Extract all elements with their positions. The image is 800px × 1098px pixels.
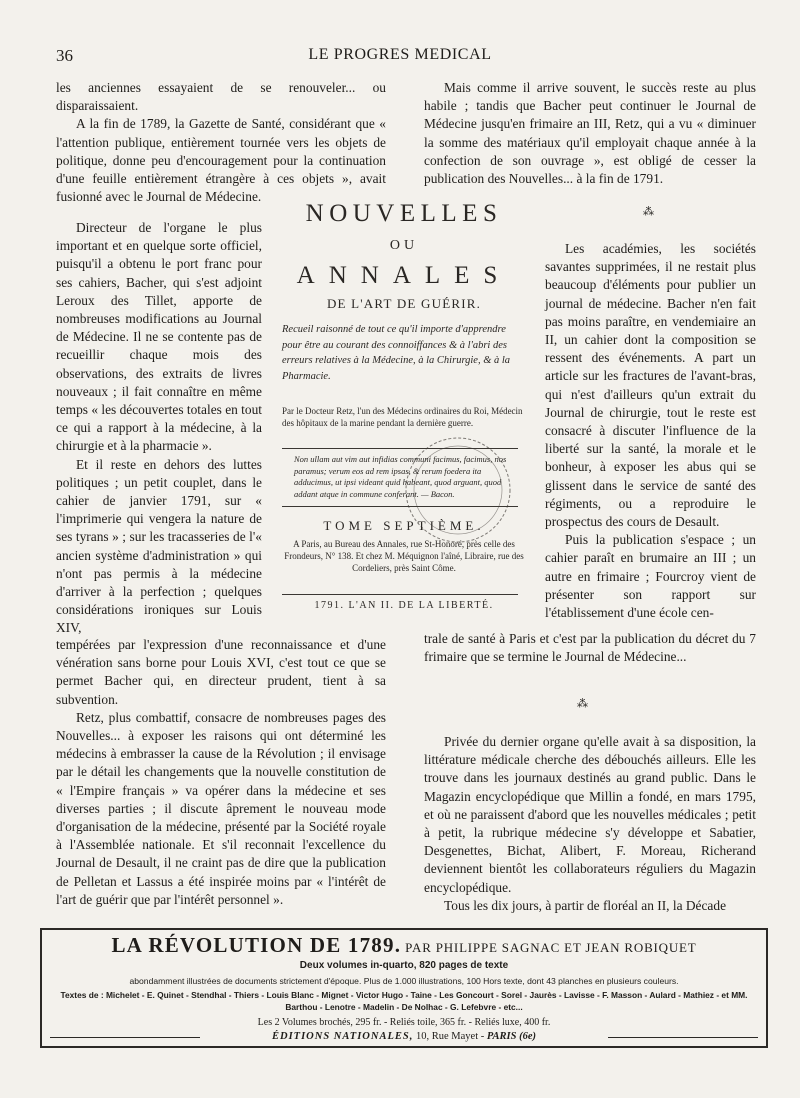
divider <box>282 448 518 449</box>
paragraph: Et il reste en dehors des luttes politiques ; un petit couplet, dans le cahier de janvier 1791, sur « l'imprimerie qui vengera la nature de ses tyrans » ; sur les tracasseries de l'« ancien système d'administration » qui n'ont pas permis à la médecine d'arriver à la perfection ; quelques considérations ironiques sur Louis XIV, <box>56 456 262 636</box>
ad-title: LA RÉVOLUTION DE 1789. <box>111 933 402 957</box>
title-page-publisher: A Paris, au Bureau des Annales, rue St-Honoré, près celle des Frondeurs, N° 138. Et chez M. Méquignon l'aîné, Libraire, rue des Cordeliers, près Saint Côme. <box>284 539 524 573</box>
ad-publisher-address: 10, Rue Mayet - <box>416 1031 485 1042</box>
title-page-facsimile <box>280 200 528 620</box>
title-page-subtitle: Recueil raisonné de tout ce qu'il importe d'apprendre pour être au courant des connoiffances & à l'abri des erreurs relatives à la Médecine, à la Chirurgie, & à la Pharmacie. <box>282 324 511 382</box>
section-separator: ⁂ <box>577 698 588 710</box>
ad-publisher-name: ÉDITIONS NATIONALES, <box>272 1031 414 1042</box>
title-line-3: ANNALES <box>296 262 512 289</box>
left-column-wide <box>56 636 386 909</box>
ad-heading <box>42 933 766 958</box>
paragraph: trale de santé à Paris et c'est par la publication du décret du 7 frimaire que se termine le Journal de Médecine... <box>424 631 756 665</box>
book-advertisement <box>40 928 768 1048</box>
paragraph: A la fin de 1789, la Gazette de Santé, considérant que « l'attention publique, entièrement tournée vers les objets de politique, donne peu d'encouragement pour la continuation d'une feuille entièrement étrangère à ces objets », avait fusionné avec le Journal de Médecine. <box>56 116 386 205</box>
title-page-tome: TOME SEPTIÈME. <box>323 518 485 533</box>
title-page-author: Par le Docteur Retz, l'un des Médecins ordinaires du Roi, Médecin des hôpitaux de la marine pendant la dernière guerre. <box>282 406 523 428</box>
ad-publisher-city: PARIS (6e) <box>486 1031 536 1042</box>
paragraph: tempérées par l'expression d'une reconnaissance et d'une vénération sans borne pour Louis XVI, c'est tout ce que se permet Bacher qui, en directeur prudent, tient à sa subvention. <box>56 637 386 707</box>
left-column-narrow <box>56 219 262 638</box>
ad-illustrations: abondamment illustrées de documents strictement d'époque. Plus de 1.000 illustrations, 100 Hors texte, dont 43 planches en plusieurs couleurs. <box>129 976 679 986</box>
paragraph: Les académies, les sociétés savantes supprimées, il ne restait plus beaucoup d'éléments pour publier un journal de médecine. Bacher n'en fait pas moins paraître, en vendemiaire an II, un cahier dont la composition se ressent des événements. A part un article sur les fractures de l'avant-bras, qui n'est d'ailleurs qu'un extrait du Journal de chirurgie, tout le reste est consacré à discuter l'influence de la liberté sur la santé, la morale et le bonheur, à exposer les abus qui se glissent dans le service de santé des régiments, ou a reproduire le prospectus des cours de Desault. <box>545 241 756 530</box>
ad-volumes: Deux volumes in-quarto, 820 pages de texte <box>299 960 509 971</box>
paragraph: Mais comme il arrive souvent, le succès reste au plus habile ; tandis que Bacher peut continuer le Journal de Médecine jusqu'en frimaire an III, Retz, qui a vu « diminuer la somme des matériaux qu'il employait chaque année à la confection de son ouvrage », est obligé de cesser la publication des Nouvelles... à la fin de 1791. <box>424 80 756 187</box>
section-separator: ⁂ <box>643 206 654 218</box>
paragraph: Directeur de l'organe le plus important et en quelque sorte officiel, puisqu'il a obtenu le port franc pour ses cahiers, Bacher, qui s'est adjoint Leroux des Tillet, apporte de nombreuses modifications au Journal de Médecine. Il ne se contente pas de recueillir chaque mois des observations, des extraits de livres nouveaux ; il fait connaître en même temps « les découvertes totales en tout ce qui a rapport à la médecine, à la chirurgie et à la pharmacie ». <box>56 220 263 454</box>
paragraph: Privée du dernier organe qu'elle avait à sa disposition, la littérature médicale cherche des débouchés ailleurs. Elle les trouve dans les journaux destinés au grand public. Dans le Magazin encyclopédique que Millin a fondé, en mars 1795, et où ne paraissent d'abord que les nouvelles médicales ; petit à petit, la rubrique médecine s'y développe et Sabatier, Desgenettes, Bichat, Alibert, F. Moreau, Richerand deviennent bientôt les collaborateurs réguliers du Magazin encyclopédique. <box>424 734 756 895</box>
divider <box>282 506 518 507</box>
page-number: 36 <box>56 46 73 65</box>
divider <box>608 1037 758 1038</box>
left-column-top <box>56 79 386 206</box>
title-line-4: DE L'ART DE GUÉRIR. <box>326 296 482 311</box>
journal-title: LE PROGRES MEDICAL <box>308 46 492 63</box>
title-line-1: NOUVELLES <box>305 200 503 227</box>
right-column-wide <box>424 630 756 666</box>
paragraph: Puis la publication s'espace ; un cahier paraît en brumaire an III ; un autre en frimaire ; Fourcroy vient de présenter son rapport sur l'établissement d'une école cen- <box>545 532 756 621</box>
title-line-2: OU <box>389 238 419 253</box>
ad-authors: PAR PHILIPPE SAGNAC ET JEAN ROBIQUET <box>405 940 697 955</box>
right-column-bottom <box>424 733 756 915</box>
paragraph: les anciennes essayaient de se renouveler... ou disparaissaient. <box>56 80 386 114</box>
ad-contributors: Textes de : Michelet - E. Quinet - Stendhal - Thiers - Louis Blanc - Mignet - Victor Hugo - Taine - Les Goncourt - Sorel - Jaurès - Lavisse - F. Masson - Aulard - Mathiez - et MM. Barthou - Lenotre - Madelin - De Nolhac - G. Lefebvre - etc... <box>60 990 748 1012</box>
title-page-epigraph: Non ullam aut vim aut infidias communi facimus, facimus, nos paramus; verum eos ad rem ipsas, & rerum foedera ita adducimus, ut ipsi videant quid habeant, quod arguant, quod addant atque in commune conferant. — Bacon. <box>294 454 507 499</box>
right-column-narrow <box>545 240 756 622</box>
paragraph: Tous les dix jours, à partir de floréal an II, la Décade <box>444 897 727 913</box>
divider <box>282 594 518 595</box>
ad-prices: Les 2 Volumes brochés, 295 fr. - Reliés toile, 365 fr. - Reliés luxe, 400 fr. <box>257 1017 551 1028</box>
right-column-top <box>424 79 756 188</box>
title-page-date: 1791. L'AN II. DE LA LIBERTÉ. <box>314 600 494 611</box>
paragraph: Retz, plus combattif, consacre de nombreuses pages des Nouvelles... à exposer les raisons qui ont déterminé les médecins à embrasser la cause de la Révolution ; il envisage par le détail les changements que la nouvelle constitution de « l'Empire français » va opérer dans la médecine et ses diverses parties ; il discute âprement le nouveau mode d'organisation de la médecine, présenté par la Société royale à l'Assemblée nationale. Et s'il reconnait l'excellence du Journal de Desault, il ne craint pas de dire que la publication de Pelletan et Lassus a été inspirée moins par « l'intérêt de l'art de guérir que par l'intérêt personnel ». <box>56 709 386 907</box>
